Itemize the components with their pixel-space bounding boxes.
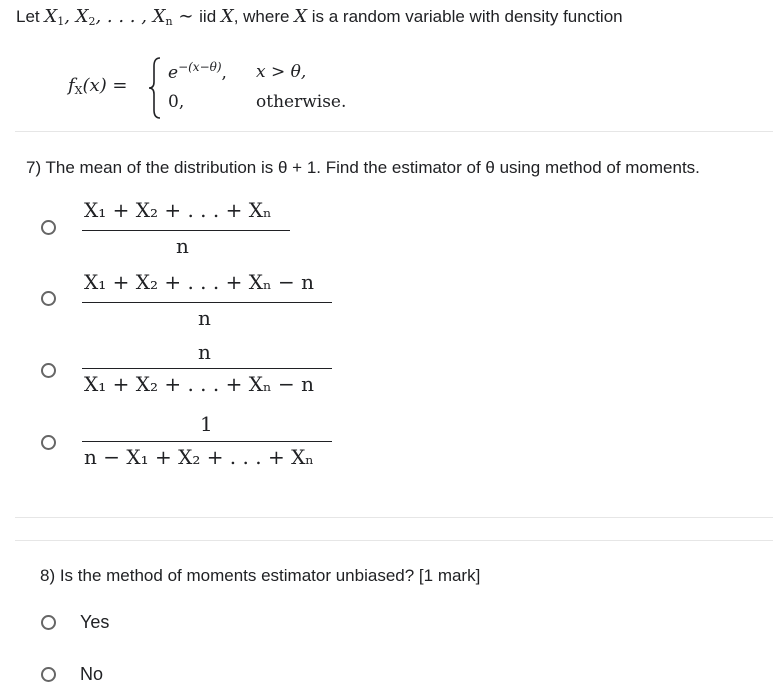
q8-option-yes-radio[interactable] [41, 615, 56, 630]
question-8-card [15, 540, 773, 697]
q7-option-1-radio[interactable] [41, 220, 56, 235]
q7-option-2-numerator: X₁ + X₂ + . . . + Xₙ − n [84, 270, 314, 294]
density-case-1-condition: x > θ, [256, 62, 307, 82]
q7-option-3-numerator: n [198, 340, 211, 364]
q7-option-4-radio[interactable] [41, 435, 56, 450]
q8-option-no-label[interactable]: No [80, 664, 104, 684]
intro-text-2: iid [199, 7, 221, 26]
intro-text-1: Let [16, 7, 45, 26]
density-case-2: 0, [168, 92, 185, 112]
variable-x: X [220, 6, 234, 27]
q7-option-1-denominator: n [176, 234, 189, 258]
density-case-1: $e^{-(x-\theta)}$, [168, 60, 227, 83]
q7-option-1-numerator: X₁ + X₂ + . . . + Xₙ [84, 198, 272, 222]
fraction-bar [82, 230, 290, 231]
q8-option-no-radio[interactable] [41, 667, 56, 682]
fraction-bar [82, 441, 332, 442]
question-8-text: 8) Is the method of moments estimator unbiased? [1 mark] [40, 566, 481, 585]
variable-x-2: X [294, 6, 308, 27]
sequence-math: $X_1$, $X_2$, . . . , $X_n$ ∼ [44, 6, 194, 28]
density-case-2-condition: otherwise. [256, 92, 347, 112]
density-lhs: $f_X(x)$ = [68, 75, 128, 97]
q8-option-yes-label[interactable]: Yes [80, 612, 110, 632]
q7-option-2-radio[interactable] [41, 291, 56, 306]
q7-option-3-denominator: X₁ + X₂ + . . . + Xₙ − n [84, 372, 314, 396]
left-brace-icon [148, 56, 162, 120]
intro-text-4: is a random variable with density function [307, 7, 623, 26]
fraction-bar [82, 302, 332, 303]
q7-option-3-radio[interactable] [41, 363, 56, 378]
q7-option-2-denominator: n [198, 306, 211, 330]
problem-statement [16, 6, 623, 28]
intro-text-3: , where [233, 7, 295, 26]
q7-option-4-numerator: 1 [200, 412, 213, 436]
q7-option-4-denominator: n − X₁ + X₂ + . . . + Xₙ [84, 445, 314, 469]
fraction-bar [82, 368, 332, 369]
density-function [68, 56, 368, 120]
question-7-text: 7) The mean of the distribution is θ + 1. Find the estimator of θ using method of moments. [26, 158, 700, 177]
